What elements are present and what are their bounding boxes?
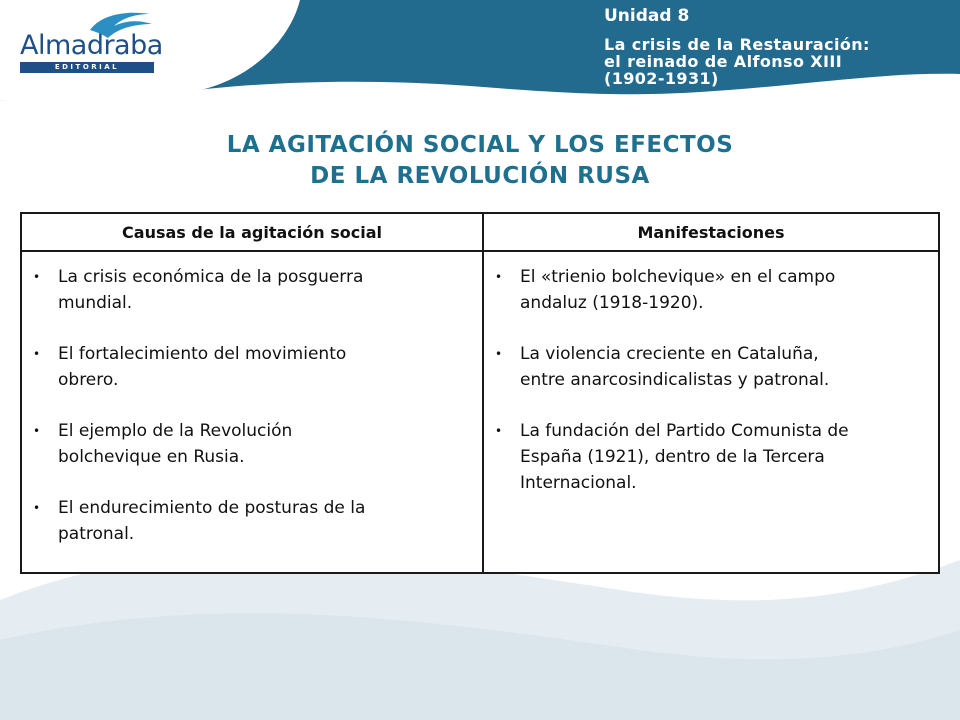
- list-item: [22, 495, 468, 547]
- list-item-line: mundial.: [58, 293, 133, 313]
- page-title-line: DE LA REVOLUCIÓN RUSA: [310, 163, 650, 189]
- page-title: [0, 130, 960, 192]
- list-item: [484, 341, 924, 393]
- list-item-line: El endurecimiento de posturas de la: [58, 498, 366, 518]
- bullet-icon: •: [495, 424, 503, 438]
- causes-list: [22, 252, 482, 547]
- list-item-line: patronal.: [58, 524, 135, 544]
- list-item-line: La crisis económica de la posguerra: [58, 267, 364, 287]
- list-item-line: El fortalecimiento del movimiento: [58, 344, 347, 364]
- manifestations-list: [484, 252, 938, 496]
- list-item-line: Internacional.: [520, 473, 637, 493]
- header-causes: Causas de la agitación social: [21, 213, 483, 251]
- list-item-line: entre anarcosindicalistas y patronal.: [520, 370, 830, 390]
- causes-manifestations-table: [20, 212, 940, 574]
- page-title-line: LA AGITACIÓN SOCIAL Y LOS EFECTOS: [226, 132, 734, 158]
- unit-title-line: el reinado de Alfonso XIII: [604, 52, 843, 71]
- unit-title: [604, 36, 954, 87]
- list-item-line: andaluz (1918-1920).: [520, 293, 704, 313]
- list-item-line: bolchevique en Rusia.: [58, 447, 245, 467]
- header-manifestations: Manifestaciones: [483, 213, 939, 251]
- list-item-line: España (1921), dentro de la Tercera: [520, 447, 825, 467]
- causes-cell: [21, 251, 483, 573]
- bullet-icon: •: [33, 424, 41, 438]
- table-header-row: [21, 213, 939, 251]
- unit-header: [604, 4, 954, 87]
- list-item-line: obrero.: [58, 370, 119, 390]
- unit-label: Unidad 8: [604, 6, 690, 26]
- bullet-icon: •: [33, 347, 41, 361]
- list-item: [484, 418, 924, 496]
- bullet-icon: •: [33, 270, 41, 284]
- bullet-icon: •: [33, 501, 41, 515]
- bullet-icon: •: [495, 347, 503, 361]
- list-item-line: El «trienio bolchevique» en el campo: [520, 267, 836, 287]
- manifestations-cell: [483, 251, 939, 573]
- unit-title-line: (1902-1931): [604, 69, 719, 88]
- list-item: [22, 418, 468, 470]
- list-item: [484, 264, 924, 316]
- unit-title-line: La crisis de la Restauración:: [604, 35, 870, 54]
- list-item-line: La violencia creciente en Cataluña,: [520, 344, 819, 364]
- list-item-line: El ejemplo de la Revolución: [58, 421, 293, 441]
- list-item-line: La fundación del Partido Comunista de: [520, 421, 849, 441]
- list-item: [22, 264, 468, 316]
- bullet-icon: •: [495, 270, 503, 284]
- brand-subtitle: EDITORIAL: [20, 62, 154, 73]
- table-row: [21, 251, 939, 573]
- brand-name: Almadraba: [20, 30, 163, 61]
- list-item: [22, 341, 468, 393]
